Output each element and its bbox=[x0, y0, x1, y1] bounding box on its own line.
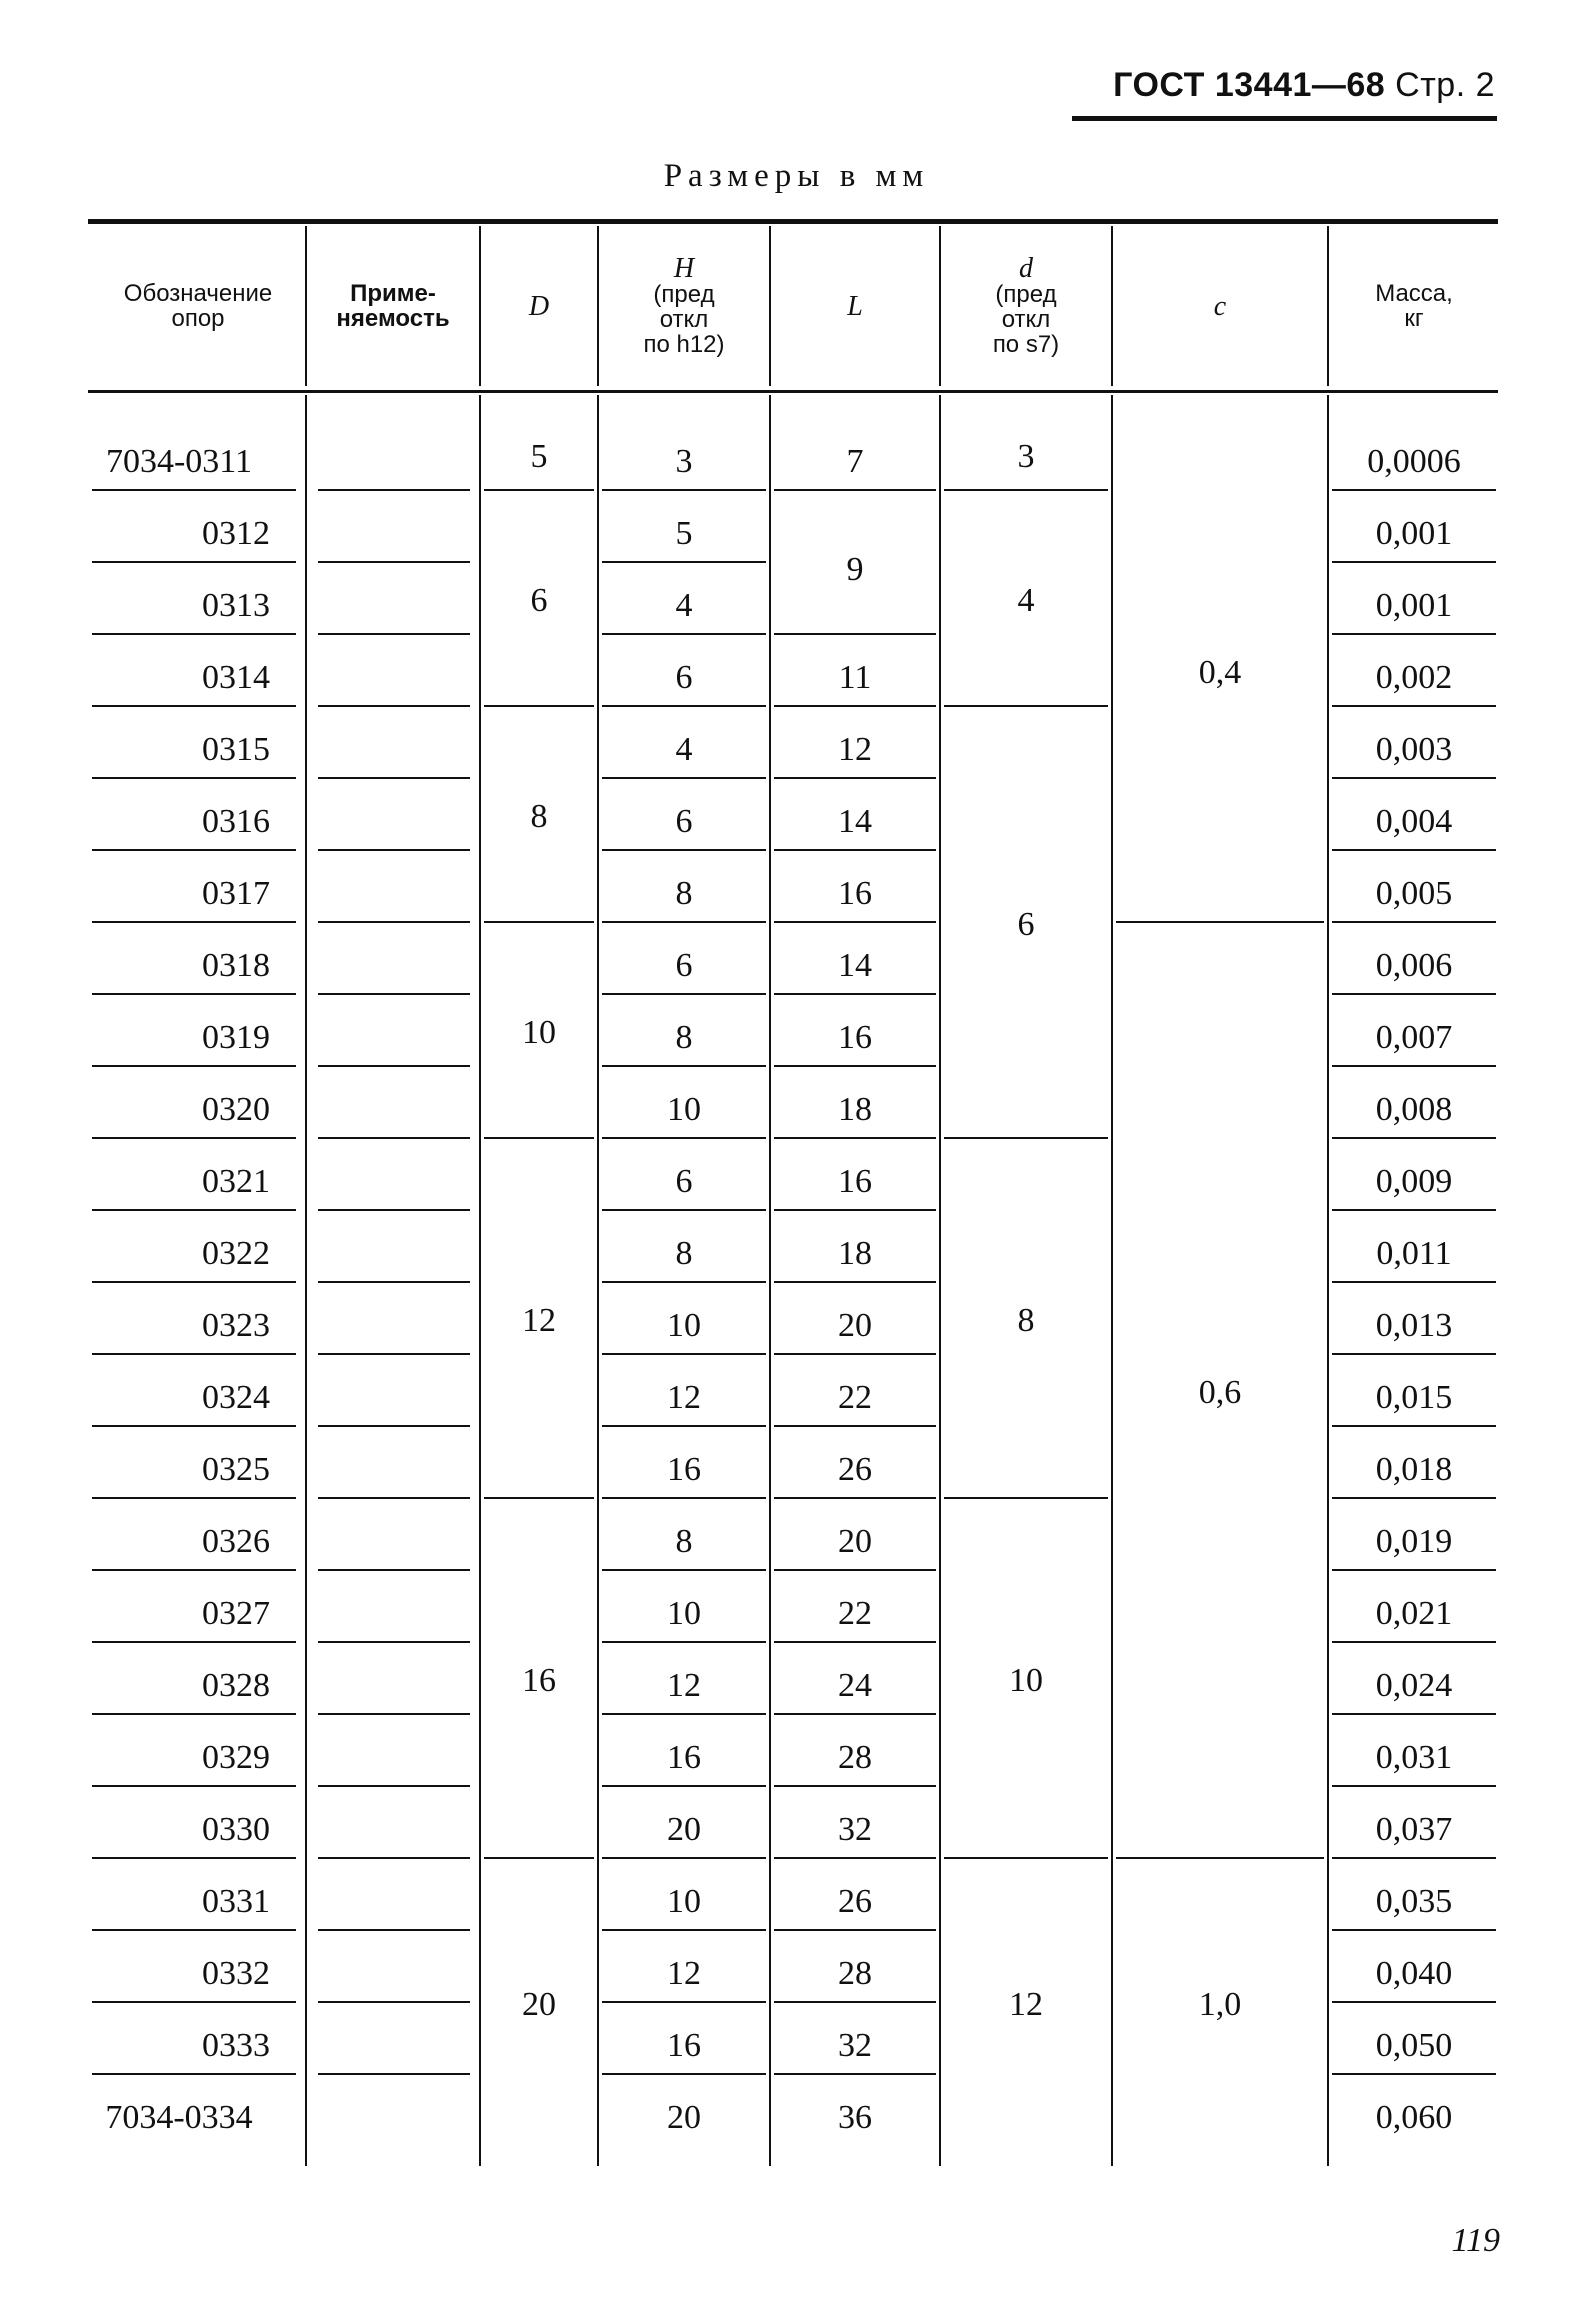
h-cell: 16 bbox=[667, 1739, 701, 1776]
mass-rule bbox=[1332, 1065, 1496, 1067]
designation-rule bbox=[92, 921, 296, 923]
designation-rule bbox=[92, 849, 296, 851]
page-label: Стр. 2 bbox=[1395, 66, 1495, 104]
h-rule bbox=[602, 1281, 766, 1283]
h-rule bbox=[602, 1785, 766, 1787]
applicability-rule bbox=[318, 1641, 470, 1643]
h-rule bbox=[602, 2001, 766, 2003]
mass-cell: 0,007 bbox=[1375, 1019, 1453, 1056]
designation-cell: 0324 bbox=[202, 1379, 270, 1416]
h-rule bbox=[602, 705, 766, 707]
l-cell: 16 bbox=[838, 1163, 872, 1200]
designation-rule bbox=[92, 2001, 296, 2003]
header-rule bbox=[1072, 116, 1497, 121]
header-symbol: c bbox=[1213, 290, 1227, 322]
h-cell: 10 bbox=[667, 1883, 701, 1920]
designation-cell: 0320 bbox=[202, 1091, 270, 1128]
applicability-rule bbox=[318, 1713, 470, 1715]
mass-cell: 0,015 bbox=[1375, 1379, 1453, 1416]
header-symbol: H bbox=[673, 252, 695, 284]
h-cell: 10 bbox=[667, 1307, 701, 1344]
mass-rule bbox=[1332, 2073, 1496, 2075]
h-rule bbox=[602, 921, 766, 923]
designation-cell: 0333 bbox=[202, 2027, 270, 2064]
designation-cell: 7034-0334 bbox=[105, 2099, 253, 2136]
mass-cell: 0,005 bbox=[1375, 875, 1453, 912]
h-rule bbox=[602, 2073, 766, 2075]
h-cell: 6 bbox=[675, 1163, 693, 1200]
applicability-rule bbox=[318, 777, 470, 779]
h-cell: 6 bbox=[675, 659, 693, 696]
designation-cell: 0313 bbox=[202, 587, 270, 624]
designation-rule bbox=[92, 1641, 296, 1643]
mass-cell: 0,035 bbox=[1375, 1883, 1453, 1920]
mass-cell: 0,013 bbox=[1375, 1307, 1453, 1344]
mass-cell: 0,021 bbox=[1375, 1595, 1453, 1632]
l-cell: 14 bbox=[838, 803, 872, 840]
column-header-designation bbox=[92, 226, 304, 386]
l-rule bbox=[774, 1857, 936, 1859]
l-cell: 26 bbox=[838, 1451, 872, 1488]
mass-rule bbox=[1332, 1209, 1496, 1211]
d-outer-group-rule bbox=[484, 489, 594, 491]
h-cell: 12 bbox=[667, 1955, 701, 1992]
d-outer-group-rule bbox=[484, 1137, 594, 1139]
page-header bbox=[1113, 66, 1495, 105]
l-rule bbox=[774, 1785, 936, 1787]
header-line: по h12) bbox=[643, 330, 725, 358]
designation-rule bbox=[92, 705, 296, 707]
designation-rule bbox=[92, 1857, 296, 1859]
h-rule bbox=[602, 489, 766, 491]
header-column-separator bbox=[479, 226, 481, 386]
c-group: 0,6 bbox=[1198, 1374, 1242, 1411]
l-cell: 26 bbox=[838, 1883, 872, 1920]
h-rule bbox=[602, 1641, 766, 1643]
header-column-separator bbox=[939, 226, 941, 386]
h-cell: 16 bbox=[667, 1451, 701, 1488]
mass-cell: 0,006 bbox=[1375, 947, 1453, 984]
designation-rule bbox=[92, 1569, 296, 1571]
l-rule bbox=[774, 849, 936, 851]
designation-cell: 0329 bbox=[202, 1739, 270, 1776]
h-cell: 12 bbox=[667, 1379, 701, 1416]
mass-rule bbox=[1332, 993, 1496, 995]
mass-rule bbox=[1332, 1713, 1496, 1715]
l-cell: 32 bbox=[838, 2027, 872, 2064]
h-cell: 8 bbox=[675, 875, 693, 912]
l-cell: 18 bbox=[838, 1235, 872, 1272]
designation-cell: 0323 bbox=[202, 1307, 270, 1344]
header-line: откл bbox=[1001, 305, 1051, 333]
designation-rule bbox=[92, 2073, 296, 2075]
h-cell: 6 bbox=[675, 947, 693, 984]
designation-cell: 0322 bbox=[202, 1235, 270, 1272]
l-rule bbox=[774, 1425, 936, 1427]
l-rule bbox=[774, 2073, 936, 2075]
h-rule bbox=[602, 1497, 766, 1499]
mass-rule bbox=[1332, 1425, 1496, 1427]
d-inner-group-rule bbox=[944, 1137, 1108, 1139]
designation-rule bbox=[92, 633, 296, 635]
header-line: откл bbox=[659, 305, 709, 333]
l-cell: 32 bbox=[838, 1811, 872, 1848]
l-cell: 24 bbox=[838, 1667, 872, 1704]
h-rule bbox=[602, 993, 766, 995]
page-number: 119 bbox=[1451, 2222, 1500, 2259]
designation-rule bbox=[92, 1065, 296, 1067]
h-cell: 16 bbox=[667, 2027, 701, 2064]
header-column-separator bbox=[769, 226, 771, 386]
h-cell: 8 bbox=[675, 1019, 693, 1056]
designation-cell: 0327 bbox=[202, 1595, 270, 1632]
header-line: по s7) bbox=[992, 330, 1060, 358]
applicability-rule bbox=[318, 1425, 470, 1427]
d-outer-group-rule bbox=[484, 705, 594, 707]
applicability-rule bbox=[318, 1929, 470, 1931]
table-caption: Размеры в мм bbox=[663, 158, 930, 194]
h-cell: 8 bbox=[675, 1235, 693, 1272]
d-inner-group-rule bbox=[944, 489, 1108, 491]
h-rule bbox=[602, 1137, 766, 1139]
column-separator bbox=[305, 395, 307, 2166]
mass-cell: 0,060 bbox=[1375, 2099, 1453, 2136]
d-inner-group: 8 bbox=[1017, 1302, 1035, 1339]
applicability-rule bbox=[318, 849, 470, 851]
c-group-rule bbox=[1116, 921, 1324, 923]
applicability-rule bbox=[318, 1353, 470, 1355]
h-cell: 20 bbox=[667, 1811, 701, 1848]
h-rule bbox=[602, 1857, 766, 1859]
column-header-applicability bbox=[308, 226, 478, 386]
h-rule bbox=[602, 1065, 766, 1067]
mass-cell: 0,024 bbox=[1375, 1667, 1453, 1704]
h-cell: 10 bbox=[667, 1091, 701, 1128]
l-rule bbox=[774, 1497, 936, 1499]
l-cell: 7 bbox=[846, 443, 864, 480]
mass-cell: 0,050 bbox=[1375, 2027, 1453, 2064]
header-line: (пред bbox=[653, 280, 715, 308]
designation-rule bbox=[92, 561, 296, 563]
l-cell: 12 bbox=[838, 731, 872, 768]
d-outer-group-rule bbox=[484, 1857, 594, 1859]
l-rule bbox=[774, 1209, 936, 1211]
designation-cell: 0332 bbox=[202, 1955, 270, 1992]
designation-cell: 0316 bbox=[202, 803, 270, 840]
designation-rule bbox=[92, 1425, 296, 1427]
h-cell: 8 bbox=[675, 1523, 693, 1560]
mass-rule bbox=[1332, 1137, 1496, 1139]
designation-rule bbox=[92, 1929, 296, 1931]
mass-cell: 0,0006 bbox=[1367, 443, 1461, 480]
mass-rule bbox=[1332, 1569, 1496, 1571]
applicability-rule bbox=[318, 705, 470, 707]
header-line: Приме- bbox=[350, 280, 436, 307]
d-outer-group: 20 bbox=[522, 1986, 556, 2023]
l-rule bbox=[774, 1137, 936, 1139]
designation-rule bbox=[92, 1209, 296, 1211]
d-inner-group-rule bbox=[944, 1857, 1108, 1859]
d-inner-group-rule bbox=[944, 705, 1108, 707]
column-header-mass bbox=[1330, 226, 1498, 386]
column-header-h bbox=[600, 226, 768, 386]
header-line: няемость bbox=[336, 305, 450, 332]
mass-rule bbox=[1332, 705, 1496, 707]
header-line: Масса, bbox=[1375, 280, 1453, 307]
mass-cell: 0,031 bbox=[1375, 1739, 1453, 1776]
column-header-c bbox=[1114, 226, 1326, 386]
designation-cell: 7034-0311 bbox=[105, 443, 253, 480]
header-symbol: d bbox=[1018, 252, 1033, 284]
designation-cell: 0326 bbox=[202, 1523, 270, 1560]
l-cell: 14 bbox=[838, 947, 872, 984]
mass-cell: 0,019 bbox=[1375, 1523, 1453, 1560]
mass-rule bbox=[1332, 1857, 1496, 1859]
h-cell: 6 bbox=[675, 803, 693, 840]
h-cell: 12 bbox=[667, 1667, 701, 1704]
mass-cell: 0,002 bbox=[1375, 659, 1453, 696]
designation-rule bbox=[92, 1137, 296, 1139]
mass-rule bbox=[1332, 2001, 1496, 2003]
h-rule bbox=[602, 1569, 766, 1571]
applicability-rule bbox=[318, 1569, 470, 1571]
column-header-d-inner bbox=[942, 226, 1110, 386]
designation-cell: 0315 bbox=[202, 731, 270, 768]
mass-cell: 0,008 bbox=[1375, 1091, 1453, 1128]
mass-cell: 0,009 bbox=[1375, 1163, 1453, 1200]
header-line: опор bbox=[171, 305, 225, 332]
h-rule bbox=[602, 1425, 766, 1427]
mass-cell: 0,040 bbox=[1375, 1955, 1453, 1992]
l-rule bbox=[774, 1713, 936, 1715]
applicability-rule bbox=[318, 921, 470, 923]
d-outer-group: 6 bbox=[530, 582, 548, 619]
mass-cell: 0,011 bbox=[1376, 1235, 1452, 1272]
designation-rule bbox=[92, 1785, 296, 1787]
applicability-rule bbox=[318, 2073, 470, 2075]
d-outer-group-rule bbox=[484, 1497, 594, 1499]
mass-cell: 0,003 bbox=[1375, 731, 1453, 768]
d-outer-group: 12 bbox=[522, 1302, 556, 1339]
header-line: кг bbox=[1404, 305, 1424, 332]
l-rule bbox=[774, 1065, 936, 1067]
designation-cell: 0318 bbox=[202, 947, 270, 984]
header-column-separator bbox=[305, 226, 307, 386]
designation-cell: 0321 bbox=[202, 1163, 270, 1200]
mass-rule bbox=[1332, 1929, 1496, 1931]
mass-rule bbox=[1332, 1785, 1496, 1787]
d-outer-group-rule bbox=[484, 921, 594, 923]
header-column-separator bbox=[1327, 226, 1329, 386]
l-cell: 28 bbox=[838, 1739, 872, 1776]
mass-rule bbox=[1332, 1353, 1496, 1355]
applicability-rule bbox=[318, 2001, 470, 2003]
applicability-rule bbox=[318, 1065, 470, 1067]
l-rule bbox=[774, 1281, 936, 1283]
header-column-separator bbox=[597, 226, 599, 386]
l-cell: 11 bbox=[838, 659, 872, 696]
header-line: (пред bbox=[995, 280, 1057, 308]
column-header-d-outer bbox=[482, 226, 596, 386]
d-inner-group: 3 bbox=[1017, 438, 1035, 475]
d-inner-group: 6 bbox=[1017, 906, 1035, 943]
applicability-rule bbox=[318, 993, 470, 995]
d-inner-group-rule bbox=[944, 1497, 1108, 1499]
mass-rule bbox=[1332, 489, 1496, 491]
h-rule bbox=[602, 1929, 766, 1931]
l-cell: 22 bbox=[838, 1379, 872, 1416]
table-header-rule bbox=[88, 390, 1498, 393]
designation-cell: 0312 bbox=[202, 515, 270, 552]
l-rule bbox=[774, 921, 936, 923]
l-cell: 28 bbox=[838, 1955, 872, 1992]
h-cell: 5 bbox=[675, 515, 693, 552]
h-cell: 4 bbox=[675, 587, 693, 624]
mass-rule bbox=[1332, 777, 1496, 779]
applicability-rule bbox=[318, 1857, 470, 1859]
column-header-l bbox=[772, 226, 938, 386]
mass-cell: 0,037 bbox=[1375, 1811, 1453, 1848]
mass-cell: 0,018 bbox=[1375, 1451, 1453, 1488]
d-inner-group: 12 bbox=[1009, 1986, 1043, 2023]
mass-rule bbox=[1332, 849, 1496, 851]
d-outer-group: 5 bbox=[530, 438, 548, 475]
mass-rule bbox=[1332, 1281, 1496, 1283]
l-rule bbox=[774, 1353, 936, 1355]
designation-rule bbox=[92, 1713, 296, 1715]
designation-cell: 0317 bbox=[202, 875, 270, 912]
l-cell: 22 bbox=[838, 1595, 872, 1632]
l-merged-cell: 9 bbox=[846, 551, 864, 588]
applicability-rule bbox=[318, 1281, 470, 1283]
mass-cell: 0,001 bbox=[1375, 587, 1453, 624]
designation-rule bbox=[92, 777, 296, 779]
designation-cell: 0325 bbox=[202, 1451, 270, 1488]
l-cell: 16 bbox=[838, 1019, 872, 1056]
d-inner-group: 10 bbox=[1009, 1662, 1043, 1699]
designation-cell: 0328 bbox=[202, 1667, 270, 1704]
l-rule bbox=[774, 2001, 936, 2003]
designation-cell: 0330 bbox=[202, 1811, 270, 1848]
h-rule bbox=[602, 849, 766, 851]
l-rule bbox=[774, 777, 936, 779]
h-cell: 4 bbox=[675, 731, 693, 768]
header-symbol: L bbox=[847, 290, 863, 322]
applicability-rule bbox=[318, 1209, 470, 1211]
c-group: 1,0 bbox=[1198, 1986, 1242, 2023]
applicability-rule bbox=[318, 633, 470, 635]
applicability-rule bbox=[318, 561, 470, 563]
l-cell: 16 bbox=[838, 875, 872, 912]
l-cell: 36 bbox=[838, 2099, 872, 2136]
h-cell: 20 bbox=[667, 2099, 701, 2136]
mass-rule bbox=[1332, 561, 1496, 563]
l-rule bbox=[774, 1641, 936, 1643]
h-rule bbox=[602, 633, 766, 635]
d-inner-group: 4 bbox=[1017, 582, 1035, 619]
applicability-rule bbox=[318, 1137, 470, 1139]
mass-rule bbox=[1332, 1641, 1496, 1643]
l-cell: 20 bbox=[838, 1307, 872, 1344]
l-rule bbox=[774, 705, 936, 707]
h-rule bbox=[602, 1209, 766, 1211]
applicability-rule bbox=[318, 1785, 470, 1787]
designation-cell: 0319 bbox=[202, 1019, 270, 1056]
mass-rule bbox=[1332, 633, 1496, 635]
l-cell: 20 bbox=[838, 1523, 872, 1560]
designation-rule bbox=[92, 489, 296, 491]
h-rule bbox=[602, 1713, 766, 1715]
header-column-separator bbox=[1111, 226, 1113, 386]
c-group-rule bbox=[1116, 1857, 1324, 1859]
standard-number: ГОСТ 13441—68 bbox=[1113, 66, 1386, 104]
mass-rule bbox=[1332, 921, 1496, 923]
h-rule bbox=[602, 561, 766, 563]
designation-rule bbox=[92, 1353, 296, 1355]
mass-rule bbox=[1332, 1497, 1496, 1499]
mass-cell: 0,001 bbox=[1375, 515, 1453, 552]
l-rule bbox=[774, 1569, 936, 1571]
d-outer-group: 10 bbox=[522, 1014, 556, 1051]
h-cell: 3 bbox=[675, 443, 693, 480]
d-outer-group: 16 bbox=[522, 1662, 556, 1699]
designation-rule bbox=[92, 1281, 296, 1283]
d-outer-group: 8 bbox=[530, 798, 548, 835]
mass-cell: 0,004 bbox=[1375, 803, 1453, 840]
applicability-rule bbox=[318, 1497, 470, 1499]
h-rule bbox=[602, 1353, 766, 1355]
designation-rule bbox=[92, 993, 296, 995]
header-symbol: D bbox=[528, 290, 550, 322]
h-rule bbox=[602, 777, 766, 779]
l-rule bbox=[774, 993, 936, 995]
table-top-rule bbox=[88, 219, 1498, 224]
c-group: 0,4 bbox=[1198, 654, 1242, 691]
h-cell: 10 bbox=[667, 1595, 701, 1632]
designation-rule bbox=[92, 1497, 296, 1499]
designation-cell: 0331 bbox=[202, 1883, 270, 1920]
designation-cell: 0314 bbox=[202, 659, 270, 696]
l-rule bbox=[774, 489, 936, 491]
applicability-rule bbox=[318, 489, 470, 491]
header-line: Обозначение bbox=[123, 280, 273, 307]
l-rule bbox=[774, 1929, 936, 1931]
l-cell: 18 bbox=[838, 1091, 872, 1128]
